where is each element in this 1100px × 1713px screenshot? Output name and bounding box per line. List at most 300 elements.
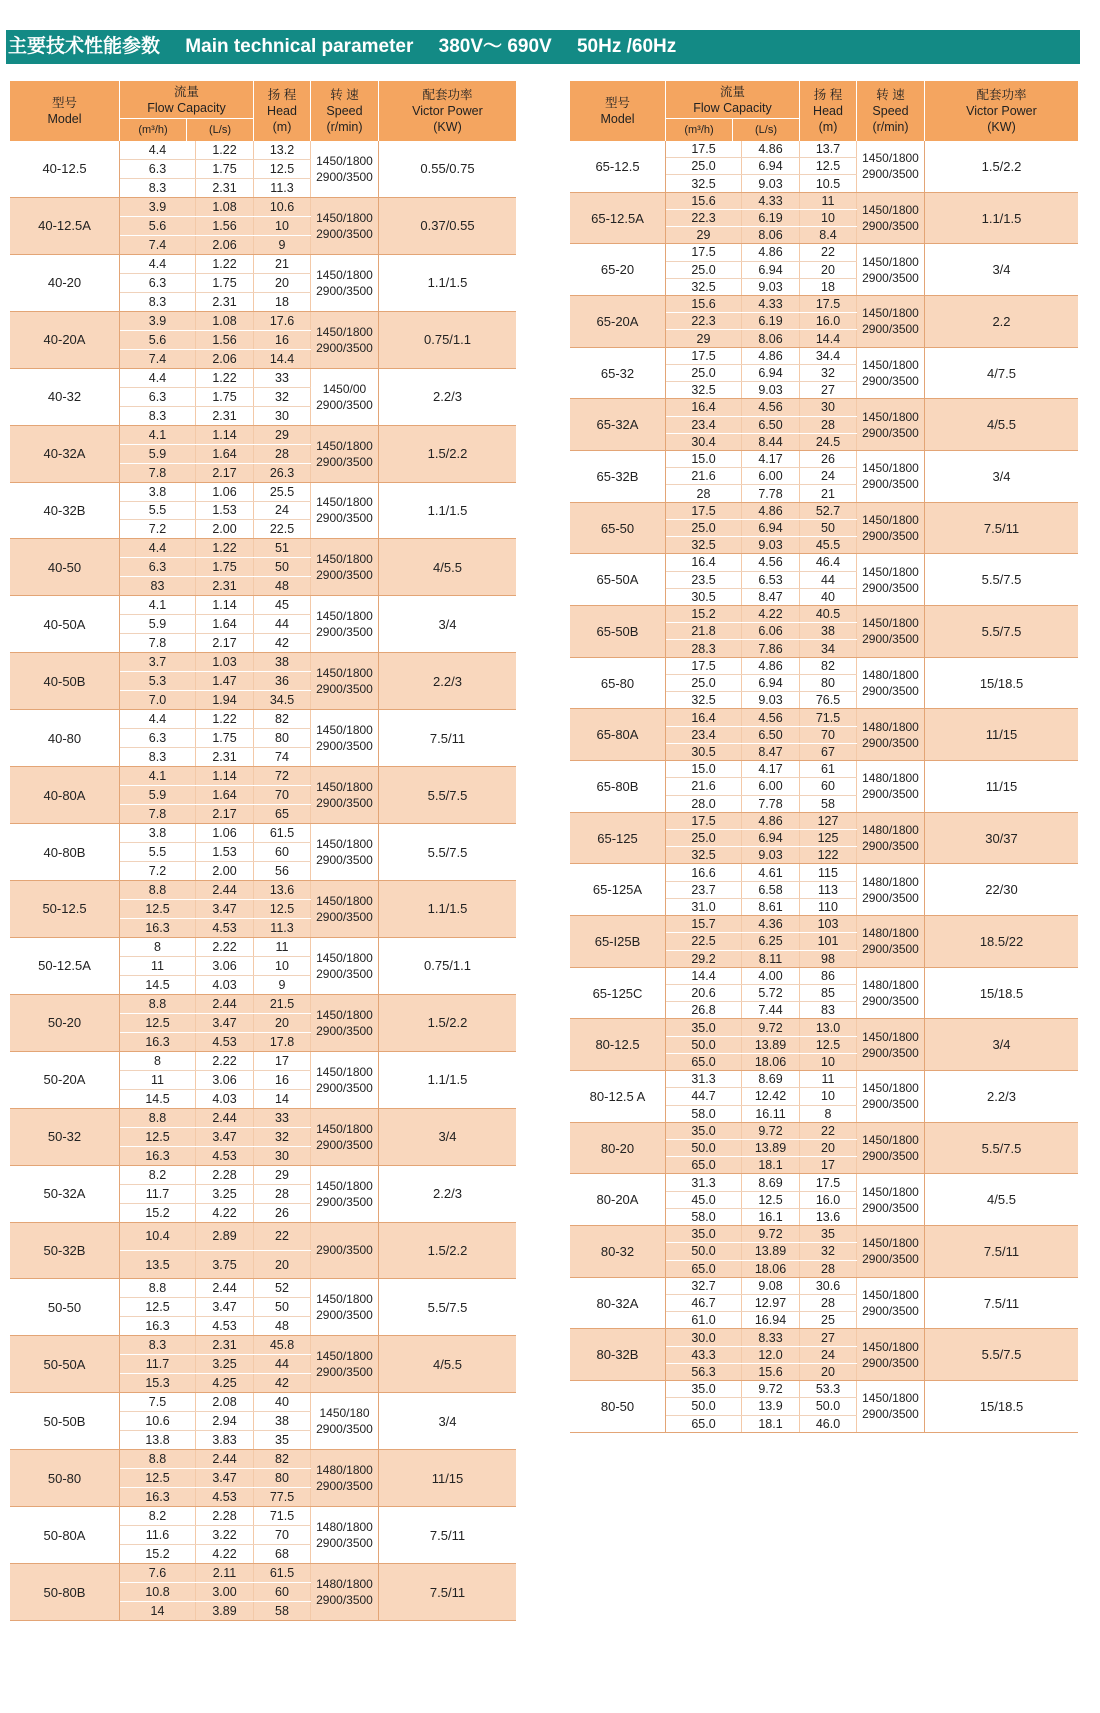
flow-m3h-cell: 14: [120, 1602, 196, 1620]
flow-m3h-cell: 7.6: [120, 1564, 196, 1582]
power-cell: 0.55/0.75: [420, 161, 475, 177]
power-cell: 15/18.5: [979, 985, 1024, 1001]
header-power: [925, 81, 1078, 141]
model-cell: 50-32A: [10, 1166, 120, 1222]
flow-ls-cell: 1.22: [196, 255, 254, 273]
model-cell: 40-80: [10, 710, 120, 766]
speed-line: 1480/1800: [862, 719, 919, 734]
speed-cell: [311, 1223, 379, 1279]
data-row: [666, 1398, 857, 1415]
model-group: [10, 596, 516, 653]
model-group: [570, 916, 1078, 968]
data-row: [120, 1071, 311, 1090]
data-row: [120, 1014, 311, 1033]
model-cell: 40-32B: [10, 483, 120, 539]
head-cell: 85: [800, 985, 857, 1001]
speed-line: 1450/1800: [316, 780, 373, 795]
head-cell: 127: [800, 813, 857, 829]
model-cell: 65-20: [570, 244, 666, 295]
model-cell: 40-20: [10, 255, 120, 311]
head-cell: 83: [800, 1002, 857, 1018]
head-cell: 51: [254, 539, 311, 557]
flow-m3h-cell: 16.3: [120, 1147, 196, 1165]
data-row: [666, 348, 857, 365]
flow-m3h-cell: 30.5: [666, 589, 742, 605]
speed-line: 2900/3500: [862, 270, 919, 285]
speed-line: 1450/1800: [862, 306, 919, 321]
flow-head-rows: [120, 1223, 311, 1279]
flow-m3h-cell: 5.5: [120, 843, 196, 861]
title-cn: 主要技术性能参数: [8, 36, 161, 57]
flow-head-rows: [666, 348, 857, 399]
power-cell: 11/15: [985, 727, 1018, 743]
header-flow-unit-m3h: (m³/h): [666, 119, 733, 141]
power-cell: 1.1/1.5: [427, 1072, 468, 1088]
speed-line: 1450/1800: [316, 1292, 373, 1307]
speed-line: 2900/3500: [316, 1194, 373, 1209]
flow-ls-cell: 4.03: [196, 976, 254, 994]
flow-m3h-cell: 6.3: [120, 729, 196, 747]
head-cell: 17.6: [254, 312, 311, 330]
speed-line: 1450/1800: [862, 1288, 919, 1303]
speed-line: 1450/1800: [316, 552, 373, 567]
flow-m3h-cell: 35.0: [666, 1381, 742, 1397]
flow-ls-cell: 18.06: [742, 1054, 800, 1070]
flow-ls-cell: 3.47: [196, 1469, 254, 1487]
data-row: [666, 1106, 857, 1122]
model-cell: 50-20: [10, 995, 120, 1051]
head-cell: 18: [254, 293, 311, 311]
head-cell: 40: [254, 1393, 311, 1411]
data-row: [120, 407, 311, 425]
head-cell: 30: [254, 1147, 311, 1165]
power-cell: 3/4: [992, 1037, 1011, 1053]
head-cell: 13.6: [800, 1209, 857, 1225]
power-cell: 1.1/1.5: [981, 210, 1022, 226]
speed-cell: [857, 451, 925, 502]
speed-line: 1480/1800: [862, 668, 919, 683]
speed-cell: [311, 198, 379, 254]
data-row: [666, 933, 857, 950]
model-cell: 40-50B: [10, 653, 120, 709]
flow-m3h-cell: 7.0: [120, 691, 196, 709]
data-row: [120, 236, 311, 254]
flow-m3h-cell: 17.5: [666, 658, 742, 674]
power-cell: 3/4: [438, 616, 457, 632]
model-group: [570, 1071, 1078, 1123]
data-row: [120, 729, 311, 748]
flow-ls-cell: 1.53: [196, 843, 254, 861]
title-voltage: 380V～ 690V: [438, 36, 552, 57]
flow-ls-cell: 9.72: [742, 1381, 800, 1397]
data-row: [120, 1355, 311, 1374]
head-cell: 20: [254, 1014, 311, 1032]
model-group: [570, 813, 1078, 865]
power-cell: 5.5/7.5: [981, 572, 1022, 588]
flow-m3h-cell: 25.0: [666, 365, 742, 381]
model-group: [10, 767, 516, 824]
flow-ls-cell: 1.64: [196, 786, 254, 804]
power-cell: 5.5/7.5: [981, 1347, 1022, 1363]
flow-m3h-cell: 35.0: [666, 1226, 742, 1242]
header-flow-en: Flow Capacity: [693, 100, 772, 115]
power-cell: 3/4: [992, 262, 1011, 278]
flow-ls-cell: 3.25: [196, 1355, 254, 1373]
data-row: [120, 255, 311, 274]
flow-ls-cell: 4.56: [742, 709, 800, 725]
flow-ls-cell: 8.47: [742, 744, 800, 760]
power-cell: 5.5/7.5: [981, 623, 1022, 639]
head-cell: 28: [800, 1261, 857, 1277]
speed-line: 2900/3500: [862, 1252, 919, 1267]
flow-head-rows: [120, 312, 311, 368]
flow-m3h-cell: 12.5: [120, 1128, 196, 1146]
flow-head-rows: [120, 995, 311, 1051]
speed-line: 2900/3500: [862, 1407, 919, 1422]
header-power: [379, 81, 516, 141]
data-row: [666, 1140, 857, 1157]
model-group: [570, 348, 1078, 400]
model-group: [10, 312, 516, 369]
model-cell: 50-80B: [10, 1564, 120, 1620]
speed-line: 1450/1800: [316, 267, 373, 282]
model-cell: 50-80: [10, 1450, 120, 1506]
head-cell: 40.5: [800, 606, 857, 622]
speed-line: 1480/1800: [862, 823, 919, 838]
flow-head-rows: [666, 1071, 857, 1122]
data-row: [120, 995, 311, 1014]
speed-line: 2900/3500: [862, 890, 919, 905]
table-header: [570, 81, 1078, 141]
data-row: [666, 864, 857, 881]
speed-line: 2900/3500: [862, 1200, 919, 1215]
model-group: [10, 1052, 516, 1109]
data-row: [120, 1602, 311, 1620]
data-row: [666, 675, 857, 692]
data-row: [120, 748, 311, 766]
head-cell: 10: [800, 210, 857, 226]
speed-cell: [311, 1279, 379, 1335]
flow-ls-cell: 4.36: [742, 916, 800, 932]
speed-cell: [857, 761, 925, 812]
data-row: [666, 813, 857, 830]
model-cell: 40-50: [10, 539, 120, 595]
speed-cell: [857, 503, 925, 554]
title-frequency: 50Hz /60Hz: [576, 36, 677, 57]
model-cell: 50-32: [10, 1109, 120, 1165]
flow-ls-cell: 8.44: [742, 434, 800, 450]
model-cell: 40-80A: [10, 767, 120, 823]
flow-m3h-cell: 5.3: [120, 672, 196, 690]
flow-m3h-cell: 8.3: [120, 1336, 196, 1354]
speed-line: 1480/1800: [316, 1463, 373, 1478]
data-row: [120, 179, 311, 197]
data-row: [120, 464, 311, 482]
data-row: [666, 709, 857, 726]
flow-head-rows: [120, 596, 311, 652]
data-row: [666, 968, 857, 985]
data-row: [666, 1226, 857, 1243]
model-cell: 50-32B: [10, 1223, 120, 1279]
head-cell: 58: [254, 1602, 311, 1620]
flow-m3h-cell: 7.8: [120, 464, 196, 482]
flow-head-rows: [120, 1393, 311, 1449]
power-cell: 7.5/11: [429, 1527, 466, 1543]
model-cell: 65-32: [570, 348, 666, 399]
flow-m3h-cell: 8: [120, 938, 196, 956]
data-row: [666, 985, 857, 1002]
table-header: [10, 81, 516, 141]
flow-ls-cell: 2.89: [196, 1223, 254, 1250]
flow-m3h-cell: 25.0: [666, 830, 742, 846]
flow-ls-cell: 9.03: [742, 279, 800, 295]
data-row: [666, 882, 857, 899]
flow-ls-cell: 4.33: [742, 193, 800, 209]
power-cell: 5.5/7.5: [981, 1140, 1022, 1156]
flow-m3h-cell: 31.0: [666, 899, 742, 915]
flow-ls-cell: 2.11: [196, 1564, 254, 1582]
data-row: [120, 1090, 311, 1108]
flow-m3h-cell: 32.5: [666, 382, 742, 398]
flow-ls-cell: 4.53: [196, 919, 254, 937]
data-row: [120, 1251, 311, 1278]
head-cell: 34.5: [254, 691, 311, 709]
speed-line: 2900/3500: [316, 169, 373, 184]
head-cell: 44: [800, 572, 857, 588]
flow-ls-cell: 18.1: [742, 1157, 800, 1173]
flow-ls-cell: 8.69: [742, 1174, 800, 1190]
head-cell: 8: [800, 1106, 857, 1122]
flow-m3h-cell: 15.3: [120, 1374, 196, 1392]
flow-m3h-cell: 7.8: [120, 634, 196, 652]
flow-m3h-cell: 65.0: [666, 1157, 742, 1173]
flow-head-rows: [666, 244, 857, 295]
speed-cell: [311, 483, 379, 539]
data-row: [120, 1412, 311, 1431]
data-row: [120, 1374, 311, 1392]
flow-m3h-cell: 10.6: [120, 1412, 196, 1430]
head-cell: 74: [254, 748, 311, 766]
model-group: [10, 369, 516, 426]
head-cell: 14.4: [254, 350, 311, 368]
data-row: [666, 1329, 857, 1346]
head-cell: 34: [800, 640, 857, 656]
model-cell: 65-32B: [570, 451, 666, 502]
head-cell: 42: [254, 1374, 311, 1392]
head-cell: 22.5: [254, 520, 311, 538]
flow-ls-cell: 7.78: [742, 796, 800, 812]
flow-head-rows: [666, 606, 857, 657]
flow-head-rows: [120, 653, 311, 709]
head-cell: 58: [800, 796, 857, 812]
data-row: [120, 710, 311, 729]
flow-m3h-cell: 11: [120, 1071, 196, 1089]
head-cell: 30.6: [800, 1278, 857, 1294]
speed-line: 2900/3500: [862, 425, 919, 440]
model-group: [570, 1019, 1078, 1071]
power-cell: 4/5.5: [433, 1356, 462, 1372]
head-cell: 16: [254, 331, 311, 349]
speed-cell: [857, 554, 925, 605]
data-row: [666, 1261, 857, 1277]
head-cell: 25.5: [254, 483, 311, 501]
data-row: [120, 596, 311, 615]
flow-ls-cell: 2.44: [196, 1109, 254, 1127]
flow-m3h-cell: 35.0: [666, 1123, 742, 1139]
speed-cell: [311, 995, 379, 1051]
flow-ls-cell: 1.03: [196, 653, 254, 671]
speed-line: 2900/3500: [316, 1365, 373, 1380]
head-cell: 61.5: [254, 1564, 311, 1582]
flow-ls-cell: 1.06: [196, 483, 254, 501]
head-cell: 20: [800, 262, 857, 278]
data-row: [666, 382, 857, 398]
flow-m3h-cell: 7.4: [120, 236, 196, 254]
flow-m3h-cell: 22.3: [666, 313, 742, 329]
head-cell: 44: [254, 615, 311, 633]
speed-cell: [311, 312, 379, 368]
flow-ls-cell: 3.47: [196, 1128, 254, 1146]
flow-ls-cell: 1.14: [196, 426, 254, 444]
model-cell: 65-50A: [570, 554, 666, 605]
data-row: [120, 672, 311, 691]
model-cell: 50-12.5: [10, 881, 120, 937]
speed-line: 1450/1800: [862, 1029, 919, 1044]
power-cell: 0.75/1.1: [424, 332, 471, 348]
flow-m3h-cell: 8.8: [120, 881, 196, 899]
speed-cell: [857, 296, 925, 347]
header-power-en: Victor Power: [412, 104, 483, 118]
head-cell: 29: [254, 1166, 311, 1184]
flow-m3h-cell: 3.7: [120, 653, 196, 671]
head-cell: 48: [254, 1317, 311, 1335]
speed-cell: [857, 244, 925, 295]
power-cell: 3/4: [438, 1129, 457, 1145]
model-group: [10, 1279, 516, 1336]
head-cell: 10: [800, 1054, 857, 1070]
data-row: [120, 786, 311, 805]
data-row: [666, 658, 857, 675]
flow-ls-cell: 3.06: [196, 1071, 254, 1089]
speed-cell: [311, 369, 379, 425]
flow-ls-cell: 4.22: [742, 606, 800, 622]
head-cell: 28: [254, 445, 311, 463]
data-row: [666, 916, 857, 933]
power-cell: 7.5/11: [983, 1243, 1020, 1259]
head-cell: 80: [254, 729, 311, 747]
speed-line: 2900/3500: [316, 340, 373, 355]
model-cell: 65-125: [570, 813, 666, 864]
data-row: [120, 539, 311, 558]
flow-head-rows: [666, 813, 857, 864]
flow-m3h-cell: 11: [120, 957, 196, 975]
speed-line: 2900/3500: [862, 529, 919, 544]
left-parameter-table: [10, 81, 516, 1621]
flow-m3h-cell: 8.8: [120, 1279, 196, 1297]
head-cell: 71.5: [254, 1507, 311, 1525]
model-cell: 65-80: [570, 658, 666, 709]
speed-line: 1450/1800: [862, 409, 919, 424]
flow-m3h-cell: 22.5: [666, 933, 742, 949]
model-cell: 80-32A: [570, 1278, 666, 1329]
speed-cell: [857, 348, 925, 399]
model-cell: 40-12.5A: [10, 198, 120, 254]
model-group: [10, 1564, 516, 1621]
data-row: [666, 365, 857, 382]
head-cell: 8.4: [800, 227, 857, 243]
head-cell: 27: [800, 382, 857, 398]
flow-ls-cell: 2.00: [196, 862, 254, 880]
data-row: [666, 1054, 857, 1070]
head-cell: 16.0: [800, 1192, 857, 1208]
head-cell: 10: [800, 1088, 857, 1104]
data-row: [120, 520, 311, 538]
head-cell: 32: [254, 1128, 311, 1146]
speed-cell: [311, 596, 379, 652]
head-cell: 68: [254, 1545, 311, 1563]
flow-m3h-cell: 50.0: [666, 1140, 742, 1156]
flow-ls-cell: 2.31: [196, 1336, 254, 1354]
speed-line: 2900/3500: [316, 226, 373, 241]
data-row: [666, 520, 857, 537]
flow-m3h-cell: 5.6: [120, 217, 196, 235]
speed-cell: [857, 193, 925, 244]
speed-line: 1450/1800: [316, 723, 373, 738]
head-cell: 46.0: [800, 1416, 857, 1432]
head-cell: 40: [800, 589, 857, 605]
flow-head-rows: [120, 1564, 311, 1620]
data-row: [666, 227, 857, 243]
flow-ls-cell: 4.33: [742, 296, 800, 312]
model-group: [570, 399, 1078, 451]
model-group: [10, 1450, 516, 1507]
speed-line: 1450/1800: [862, 513, 919, 528]
flow-ls-cell: 9.08: [742, 1278, 800, 1294]
speed-line: 1450/1800: [862, 203, 919, 217]
head-cell: 113: [800, 882, 857, 898]
flow-ls-cell: 6.94: [742, 158, 800, 174]
power-cell: 7.5/11: [983, 1295, 1020, 1311]
data-row: [120, 1147, 311, 1165]
flow-m3h-cell: 4.4: [120, 141, 196, 159]
flow-ls-cell: 4.86: [742, 244, 800, 260]
header-power-unit: (KW): [433, 120, 462, 134]
flow-head-rows: [120, 141, 311, 197]
power-cell: 15/18.5: [979, 1398, 1024, 1414]
flow-m3h-cell: 28: [666, 485, 742, 501]
data-row: [120, 805, 311, 823]
model-cell: 80-32B: [570, 1329, 666, 1380]
flow-ls-cell: 2.31: [196, 577, 254, 595]
head-cell: 38: [254, 1412, 311, 1430]
header-power-cn: 配套功率: [422, 88, 473, 102]
flow-head-rows: [120, 938, 311, 994]
flow-ls-cell: 3.00: [196, 1583, 254, 1601]
speed-line: 2900/3500: [316, 739, 373, 754]
flow-head-rows: [120, 198, 311, 254]
speed-cell: [857, 1226, 925, 1277]
flow-m3h-cell: 22.3: [666, 210, 742, 226]
power-cell: 1.1/1.5: [427, 275, 468, 291]
flow-m3h-cell: 45.0: [666, 1192, 742, 1208]
flow-m3h-cell: 35.0: [666, 1019, 742, 1035]
header-power-unit: (KW): [987, 120, 1016, 134]
head-cell: 10.5: [800, 175, 857, 191]
flow-ls-cell: 6.94: [742, 520, 800, 536]
flow-m3h-cell: 5.9: [120, 786, 196, 804]
speed-cell: [311, 881, 379, 937]
flow-m3h-cell: 10.8: [120, 1583, 196, 1601]
